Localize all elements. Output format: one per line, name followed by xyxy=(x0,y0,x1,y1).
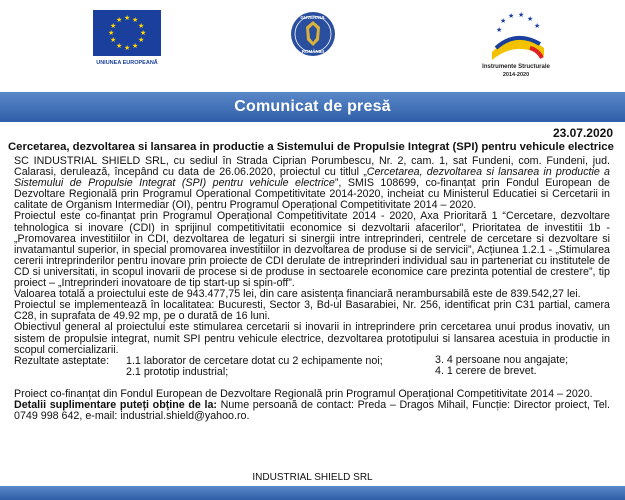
press-release-banner xyxy=(0,92,625,122)
paragraph-cofinance: Proiect co-finanțat din Fondul European de Dezvoltare Regională prin Programul Operațional Competitivitate 2014 – 2020. xyxy=(14,387,593,400)
svg-text:★: ★ xyxy=(508,12,515,20)
details-label: Detalii suplimentare puteți obține de la: xyxy=(14,398,217,411)
gov-caption-bottom: ROMÂNIEI xyxy=(301,49,325,54)
headline: Cercetarea, dezvoltarea si lansarea in productie a Sistemului de Propulsie Integrat (SPI) pentru vehicule electrice xyxy=(8,141,614,153)
eu-caption: UNIUNEA EUROPEANĂ xyxy=(96,60,158,66)
details-text: Nume persoană de contact: Preda – Dragos Mihail, Funcție: Director proiect, Tel. 0749 998 642, e-mail: industrial.shield@yahoo.ro. xyxy=(14,398,611,422)
structural-instruments-logo xyxy=(470,8,562,84)
results-label: Rezultate asteptate: xyxy=(14,354,110,367)
result-item: 4. 1 cerere de brevet. xyxy=(435,364,537,377)
intro-text-continued: ”, SMIS 108699, co-finanțat prin Fondul European de Dezvoltare Regională prin Programul Operational Competitivitate 2014-2020, incheiat cu Ministerul Educatiei si Cercetarii in calitate de Organism Intermediar (OI), pentru Programul Operațional Competitivitate 2014 – 2020. xyxy=(14,177,610,212)
intro-text: SC INDUSTRIAL SHIELD SRL, cu sediul în Strada Ciprian Porumbescu, Nr. 2, cam. 1, sat Fundeni, com. Fundeni, jud. Calarasi, derulează, începând cu data de 26.06.2020, proiectul cu titlul „ xyxy=(14,155,610,179)
project-title: Cercetarea, dezvoltarea si lansarea in productie a Sistemului de Propulsie Integrat (SPI) pentru vehicule electrice xyxy=(14,166,610,190)
result-item: 3. 4 persoane nou angajate; xyxy=(435,353,569,366)
eu-flag-icon: ★ ★ ★ ★ ★ ★ ★ ★ ★ ★ ★ ★ xyxy=(93,10,161,56)
expected-results xyxy=(14,353,610,389)
result-item: 1.1 laborator de cercetare dotat cu 2 echipamente noi; xyxy=(126,354,383,367)
paragraph-value: Valoarea totală a proiectului este de 943.477,75 lei, din care asistența financiară nerambursabilă este de 839.542,27 lei. xyxy=(14,288,581,301)
svg-text:★: ★ xyxy=(534,22,541,30)
footer-bar xyxy=(0,486,625,500)
paragraph-location: Proiectul se implementează în localitatea: Bucuresti, Sector 3, Bd-ul Basarabiei, Nr. 256, identificat prin C31 partial, camera C28, in suprafata de 49.92 mp, pe o durată de 16 luni. xyxy=(14,299,610,323)
structural-instruments-logo-icon xyxy=(470,8,562,64)
svg-text:★: ★ xyxy=(500,17,507,25)
eu-logo xyxy=(93,10,161,76)
result-item: 2.1 prototip industrial; xyxy=(126,365,229,378)
gov-caption-top: GUVERNUL xyxy=(300,15,326,20)
paragraph-details xyxy=(14,400,610,422)
svg-text:★: ★ xyxy=(527,15,534,23)
paragraph-objective: Obiectivul general al proiectului este stimularea cercetarii si inovarii in intreprindere prin cercetarea unui produs inovativ, un sistem de propulsie integrat, numit SPI pentru vehicule electrice, dezvoltarea prototipului si lansarea acestuia in productie in scopul comercializarii. xyxy=(14,321,610,356)
is-years: 2014-2020 xyxy=(502,72,530,78)
paragraph-intro xyxy=(14,156,610,211)
logo-header xyxy=(0,0,625,92)
footer-company: INDUSTRIAL SHIELD SRL xyxy=(252,472,373,483)
is-caption: Instrumente Structurale xyxy=(482,64,550,70)
svg-text:★: ★ xyxy=(518,11,525,19)
release-date: 23.07.2020 xyxy=(552,126,613,140)
banner-title: Comunicat de presă xyxy=(234,98,391,115)
paragraph-financing: Proiectul este co-finanțat prin Programul Operațional Competitivitate 2014 - 2020, Axa Prioritară 1 “Cercetare, dezvoltare tehnologica si inovare (CDI) in sprijinul competitivitatii economice si dezvoltarii afacerilor”, Prioritatea de investitii 1b - „Promovarea investitiilor in CDI, dezvoltarea de legaturi si sinergii intre intreprinderi, centrele de cercetare si dezvoltare si invatamantul superior, in special promovarea investitiilor in dezvoltarea de produse si de servicii”, Acțiunea 1.2.1 - „Stimularea cererii intreprinderilor pentru inovare prin proiecte de CDI derulate de intreprinderi individual sau in parteneriat cu institutele de CD si universitati, in scopul inovarii de procese si de produse in sectoarele economice care prezinta potential de crestere”, tip proiect – „Intreprinderi inovatoare de tip start-up si spin-off”. xyxy=(14,210,610,290)
romanian-government-seal-icon xyxy=(290,10,336,58)
svg-text:★: ★ xyxy=(496,26,503,34)
document-body xyxy=(14,156,610,422)
